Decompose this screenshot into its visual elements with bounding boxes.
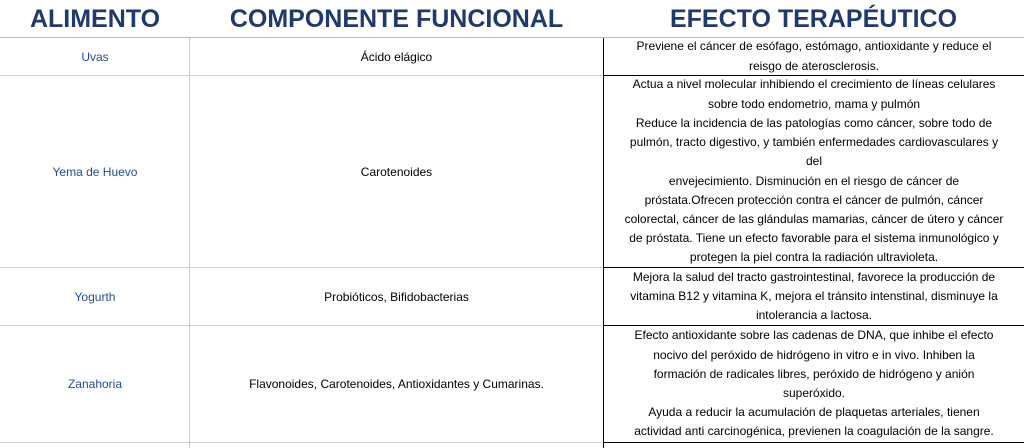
efecto-line: Mejora la salud del tracto gastrointestinal, favorece la producción de bbox=[632, 269, 996, 284]
efecto-line: Previene el cáncer de esófago, estómago, antioxidante y reduce el bbox=[636, 39, 992, 54]
efecto-line: superóxido. bbox=[782, 386, 846, 400]
column-divider bbox=[603, 38, 604, 448]
efecto-line: de próstata. Tiene un efecto favorable para el sistema inmunológico y bbox=[629, 231, 999, 246]
header-componente-funcional: COMPONENTE FUNCIONAL bbox=[190, 0, 603, 38]
cell-efecto[interactable] bbox=[604, 326, 1024, 442]
efecto-line: Actua a nivel molecular inhibiendo el crecimiento de líneas celulares bbox=[632, 77, 996, 92]
cell-efecto[interactable] bbox=[604, 38, 1024, 75]
efecto-line: envejecimiento. Disminución en el riesgo de cáncer de bbox=[668, 173, 960, 188]
header-alimento: ALIMENTO bbox=[0, 0, 190, 38]
efecto-line: nocivo del peróxido de hidrógeno in vitro e in vivo. Inhiben la bbox=[653, 347, 975, 362]
efecto-line: Efecto antioxidante sobre las cadenas de DNA, que inhibe el efecto bbox=[634, 328, 994, 343]
efecto-line: del bbox=[805, 154, 822, 169]
cell-efecto[interactable] bbox=[604, 268, 1024, 325]
efecto-line: Reduce la incidencia de las patologías como cáncer, sobre todo de bbox=[635, 115, 993, 130]
header-efecto-terapeutico: EFECTO TERAPÉUTICO bbox=[603, 0, 1024, 38]
efecto-line: Ayuda a reducir la acumulación de plaquetas arteriales, tienen bbox=[648, 405, 980, 420]
efecto-line: intolerancia a lactosa. bbox=[755, 308, 873, 323]
cell-componente[interactable]: Ácido elágico bbox=[360, 49, 433, 64]
cell-efecto[interactable] bbox=[604, 76, 1024, 267]
row-divider bbox=[603, 325, 1024, 326]
efecto-line: colorectal, cáncer de las glándulas mamarias, cáncer de útero y cáncer bbox=[624, 211, 1004, 226]
column-divider bbox=[189, 38, 190, 448]
efecto-line: actividad anti carcinogénica, previenen la coagulación de la sangre. bbox=[634, 424, 994, 439]
row-divider bbox=[603, 267, 1024, 268]
cell-componente[interactable]: Carotenoides bbox=[360, 164, 433, 179]
efecto-line: pulmón, tracto digestivo, y también enfermedades cardiovasculares y bbox=[629, 135, 999, 150]
efecto-line: próstata.Ofrecen protección contra el cáncer de pulmón, cáncer bbox=[644, 192, 984, 207]
cell-alimento[interactable]: Yogurth bbox=[74, 289, 116, 304]
efecto-line: vitamina B12 y vitamina K, mejora el tránsito intenstinal, disminuye la bbox=[630, 288, 998, 303]
efecto-line: formación de radicales libres, peróxido de hidrógeno y anión bbox=[653, 366, 975, 381]
efecto-line: protegen la piel contra la radiación ultravioleta. bbox=[689, 250, 939, 265]
cell-componente[interactable]: Flavonoides, Carotenoides, Antioxidantes y Cumarinas. bbox=[249, 377, 544, 391]
cell-componente[interactable]: Probióticos, Bifidobacterias bbox=[324, 289, 469, 304]
cell-alimento[interactable]: Uvas bbox=[81, 49, 109, 64]
efecto-line: sobre todo endometrio, mama y pulmón bbox=[707, 96, 921, 111]
row-divider bbox=[603, 75, 1024, 76]
efecto-line: reisgo de aterosclerosis. bbox=[748, 58, 880, 73]
row-divider bbox=[603, 442, 1024, 443]
cell-alimento[interactable]: Yema de Huevo bbox=[52, 164, 138, 179]
cell-alimento[interactable]: Zanahoria bbox=[67, 377, 123, 391]
